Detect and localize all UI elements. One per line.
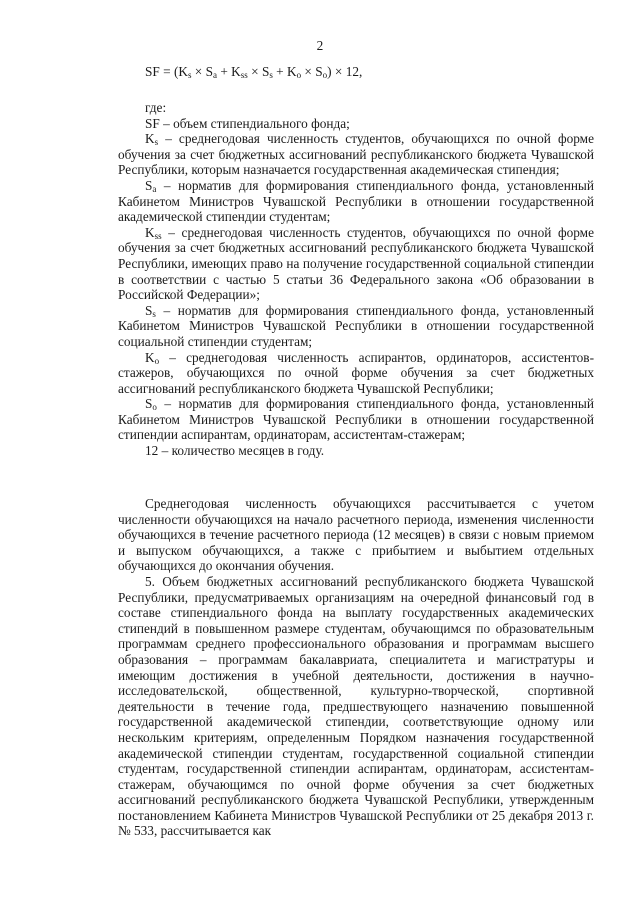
formula-lead: SF = (K — [145, 64, 188, 79]
paragraph-average-count: Среднегодовая численность обучающихся рассчитывается с учетом численности обучающихся на начало расчетного периода, изменения численности обучающихся в течение расчетного периода (12 месяцев) в связи с новым приемом и выпуском обучающихся, а также с прибытием и выбытием отдельных обучающихся до окончания обучения. — [118, 496, 594, 574]
def-kss — [118, 225, 594, 303]
def-kss-sub: ss — [154, 230, 162, 241]
formula-term-5: × S — [301, 64, 323, 79]
def-so-sub: o — [152, 402, 157, 413]
def-sa — [118, 178, 594, 225]
def-ks-sub: s — [154, 137, 159, 148]
def-ko — [118, 350, 594, 397]
def-ss-text: – норматив для формирования стипендиального фонда, установленный Кабинетом Министров Чувашской Республики в отношении государственной социальной стипендии студентам; — [118, 302, 594, 349]
formula-term-4: + K — [272, 64, 297, 79]
def-ks-symbol: K — [145, 131, 155, 147]
page-number: 2 — [316, 38, 324, 53]
formula-definitions — [118, 100, 594, 459]
body-text — [118, 496, 594, 839]
def-so-text: – норматив для формирования стипендиального фонда, установленный Кабинетом Министров Чувашской Республики в отношении государственной стипендии аспирантам, ординаторам, ассистентам-стажерам; — [118, 396, 594, 443]
paragraph-item-5: 5. Объем бюджетных ассигнований республиканского бюджета Чувашской Республики, предусматриваемых организациям на очередной финансовый год в составе стипендиального фонда на выплату государственных академических стипендий в повышенном размере студентам, обучающимся по образовательным программам среднего профессионального образования и программам высшего образования – программам бакалавриата, специалитета и магистратуры и имеющим достижения в учебной деятельности, достижения в научно-исследовательской, общественной, культурно-творческой, спортивной деятельности в течение года, предшествующего назначению повышенной государственной академической стипендии, соответствующие одному или нескольким критериям, определенным Порядком назначения государственной академической стипендии студентам, государственной социальной стипендии студентам, государственной стипендии аспирантам, ординаторам, ассистентам-стажерам, обучающимся по очной форме обучения за счет бюджетных ассигнований республиканского бюджета Чувашской Республики, утвержденным постановлением Кабинета Министров Чувашской Республики от 25 декабря 2013 г. № 533, рассчитывается как — [118, 573, 594, 839]
def-ko-text: – среднегодовая численность аспирантов, ординаторов, ассистентов-стажеров, обучающихся по очной форме обучения за счет бюджетных ассигнований республиканского бюджета Чувашской Республики; — [118, 349, 594, 396]
formula-sub-sa: a — [213, 70, 218, 80]
formula-term-2: + K — [217, 64, 241, 79]
formula-sub-ko: o — [296, 70, 302, 80]
def-sa-symbol: S — [145, 177, 153, 193]
formula-term-3: × S — [247, 64, 270, 79]
def-ko-symbol: K — [145, 349, 155, 365]
def-kss-symbol: K — [145, 224, 155, 240]
def-sa-sub: a — [152, 183, 157, 194]
formula-tail: ) × 12, — [327, 64, 363, 79]
def-ks — [118, 131, 594, 178]
formula-sub-ss: s — [269, 70, 273, 80]
def-ko-sub: o — [154, 355, 160, 366]
def-sf: SF – объем стипендиального фонда; — [145, 115, 350, 131]
def-so — [118, 396, 594, 443]
def-months: 12 – количество месяцев в году. — [145, 443, 325, 459]
formula-term-1: × S — [191, 64, 214, 79]
where-label: где: — [145, 100, 167, 115]
formula-sub-kss: ss — [240, 70, 248, 80]
formula-sub-ks: s — [187, 70, 192, 80]
def-so-symbol: S — [145, 396, 153, 412]
formula-sub-so: o — [322, 70, 328, 80]
def-ss-symbol: S — [145, 302, 153, 318]
def-ss — [118, 303, 594, 350]
def-ss-sub: s — [152, 308, 156, 319]
def-kss-text: – среднегодовая численность студентов, обучающихся по очной форме обучения за счет бюджетных ассигнований республиканского бюджета Чувашской Республики, имеющих право на получение государственной социальной стипендии в соответствии с частью 5 статьи 36 Федерального закона «Об образовании в Российской Федерации»; — [118, 224, 594, 303]
def-ks-text: – среднегодовая численность студентов, обучающихся по очной форме обучения за счет бюджетных ассигнований республиканского бюджета Чувашской Республики, которым назначается государственная академическая стипендия; — [118, 131, 594, 178]
stipend-fund-formula — [145, 64, 362, 80]
def-sa-text: – норматив для формирования стипендиального фонда, установленный Кабинетом Министров Чувашской Республики в отношении государственной академической стипендии студентам; — [118, 177, 594, 225]
